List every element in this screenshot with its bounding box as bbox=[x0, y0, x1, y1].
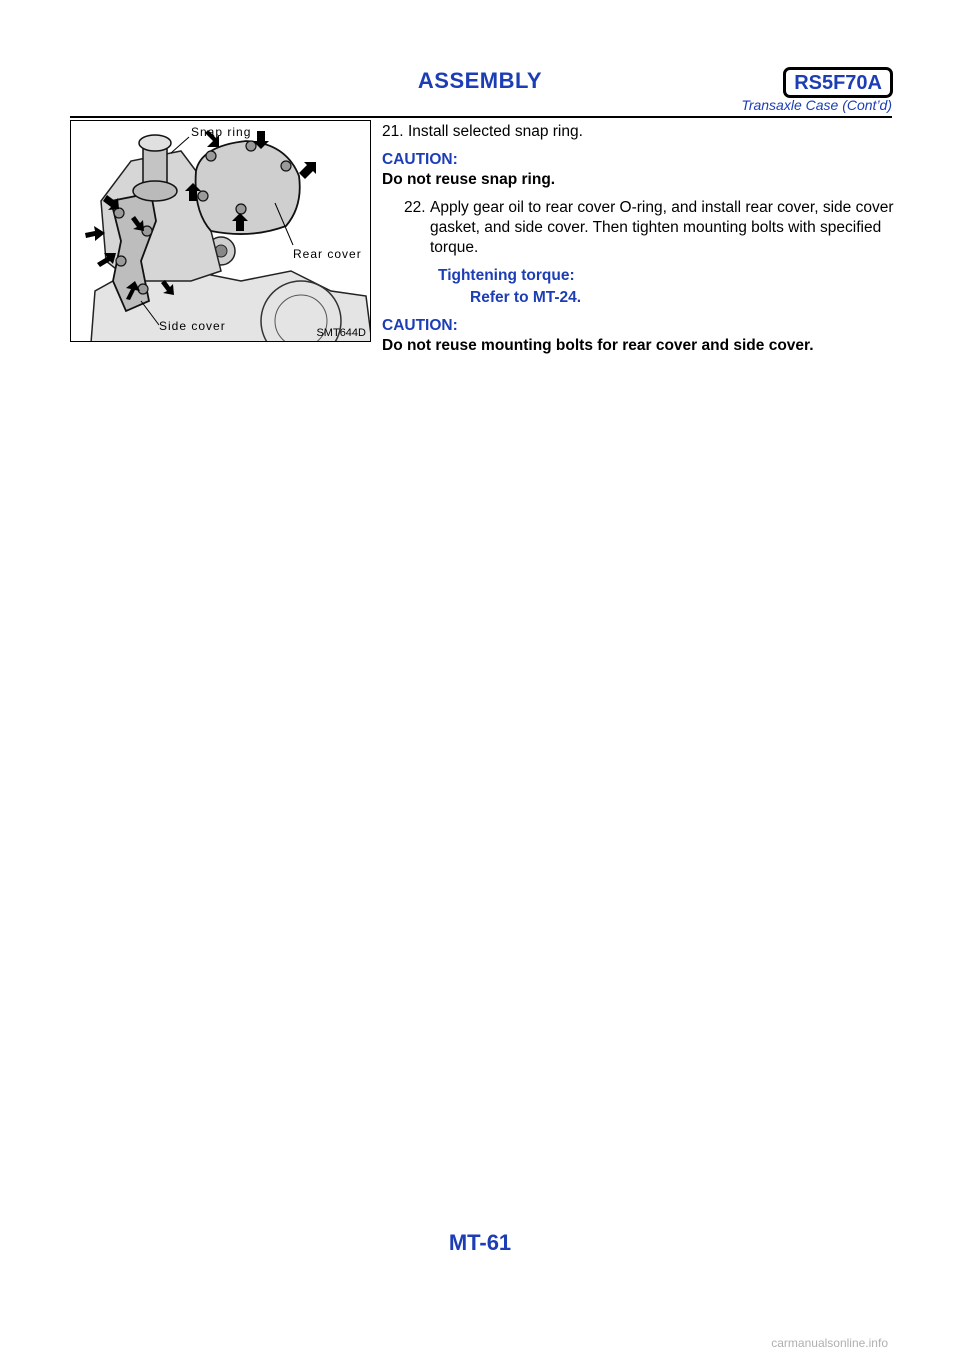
section-title: ASSEMBLY bbox=[417, 68, 543, 93]
section-subtitle: Transaxle Case (Cont’d) bbox=[741, 97, 892, 113]
figure-code: SMT644D bbox=[316, 327, 366, 339]
step-number: 21. bbox=[382, 123, 404, 140]
transaxle-illustration bbox=[70, 120, 371, 342]
step-number: 22. bbox=[404, 199, 426, 216]
torque-reference: Refer to MT-24. bbox=[470, 289, 582, 306]
rear-cover-label: Rear cover bbox=[293, 247, 362, 261]
step-text: Install selected snap ring. bbox=[408, 123, 583, 140]
transaxle-drawing bbox=[71, 121, 371, 342]
step-text: Apply gear oil to rear cover O-ring, and install rear cover, side cover gasket, and side cover. Then tighten mounting bolts with specified torque. bbox=[430, 199, 894, 256]
step-22 bbox=[382, 198, 894, 258]
header-divider bbox=[70, 116, 892, 118]
page-number: MT-61 bbox=[448, 1230, 512, 1255]
step-21 bbox=[382, 122, 894, 142]
side-cover-label: Side cover bbox=[159, 319, 226, 333]
procedure-text bbox=[382, 122, 894, 364]
watermark: carmanualsonline.info bbox=[771, 1336, 888, 1350]
model-badge: RS5F70A bbox=[783, 67, 893, 98]
torque-label: Tightening torque: bbox=[438, 267, 575, 284]
caution-heading: CAUTION: bbox=[382, 151, 458, 168]
snap-ring-label: Snap ring bbox=[191, 125, 252, 139]
caution-text: Do not reuse snap ring. bbox=[382, 171, 556, 188]
caution-text: Do not reuse mounting bolts for rear cover and side cover. bbox=[382, 337, 814, 354]
caution-heading: CAUTION: bbox=[382, 317, 458, 334]
